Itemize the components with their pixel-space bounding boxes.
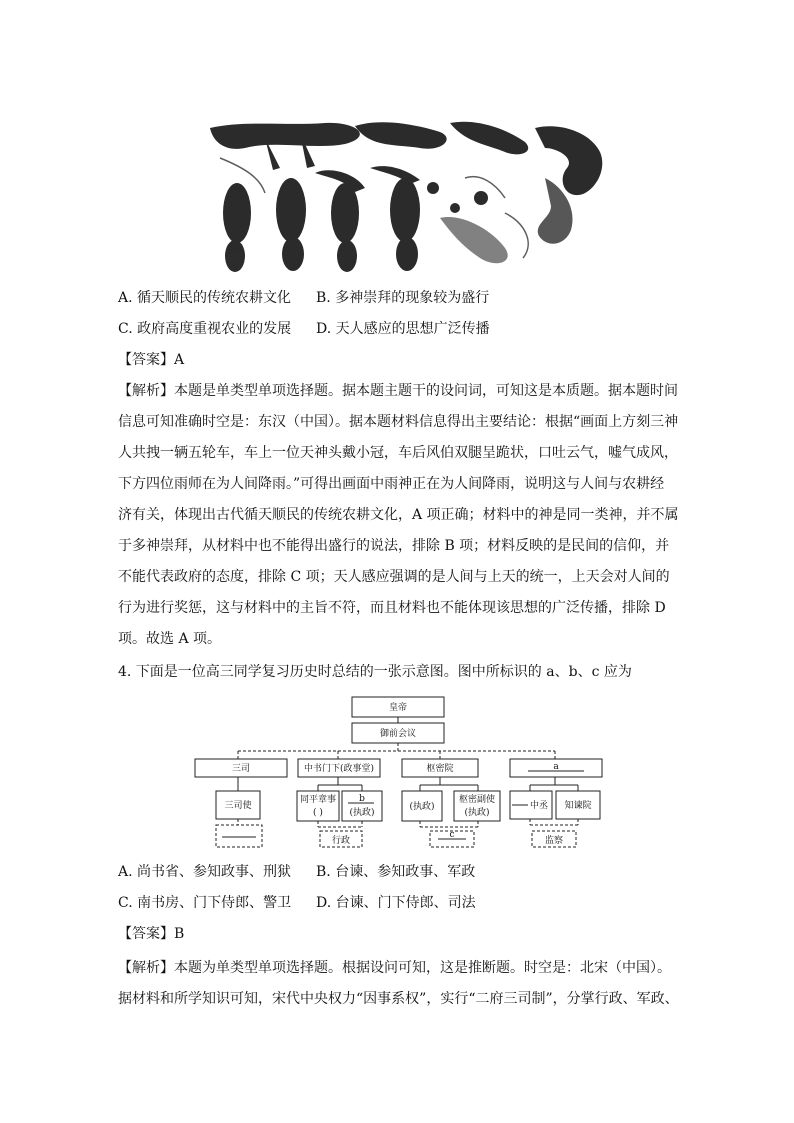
q3-option-c: C. 政府高度重视农业的发展	[118, 321, 292, 337]
q4-option-a: A. 尚书省、参知政事、刑狱	[118, 864, 292, 880]
b-sub-label: (执政)	[349, 808, 375, 818]
council-label: 御前会议	[379, 729, 417, 739]
q3-analysis-line: 不能代表政府的态度，排除 C 项；天人感应强调的是人间与上天的统一，上天会对人间的	[118, 569, 670, 585]
q4-option-c: C. 南书房、门下侍郎、警卫	[118, 895, 292, 911]
c-label: c	[449, 830, 455, 840]
q3-analysis-line: 于多神崇拜，从材料中也不能得出盛行的说法，排除 B 项；材料反映的是民间的信仰，并	[118, 538, 670, 554]
shumi-label: 枢密院	[426, 764, 454, 774]
q3-option-a: A. 循天顺民的传统农耕文化	[118, 290, 292, 306]
q4-analysis-line: 【解析】本题为单类型单项选择题。根据设问可知，这是推断题。时空是：北宋（中国）。	[118, 960, 671, 976]
q4-answer: 【答案】B	[118, 926, 185, 942]
q4-stem: 4. 下面是一位高三同学复习历史时总结的一张示意图。图中所标识的 a、b、c 应为	[118, 664, 632, 680]
zhijian-label: 知谏院	[564, 801, 592, 811]
zhongshu-label: 中书门下(政事堂)	[303, 764, 375, 774]
b-label: b	[359, 794, 365, 804]
q4-option-d: D. 台谏、门下侍郎、司法	[316, 895, 476, 911]
q3-analysis-line: 信息可知准确时空是：东汉（中国）。据本题材料信息得出主要结论：根据“画面上方刻三神	[118, 414, 679, 430]
shumi-deputy-label: 枢密副使	[458, 795, 496, 805]
han-relief-rubbing-image	[205, 118, 610, 273]
a-label: a	[553, 762, 559, 772]
sansi-blank-box	[216, 825, 262, 847]
emperor-label: 皇帝	[388, 703, 408, 713]
tongping-paren: ( )	[313, 808, 323, 818]
tongping-label: 同平章事	[299, 795, 337, 805]
q3-option-d: D. 天人感应的思想广泛传播	[316, 321, 490, 337]
q3-analysis-line: 济有关，体现出古代循天顺民的传统农耕文化，A 项正确；材料中的神是同一类神，并不属	[118, 507, 679, 523]
zhizheng-label: (执政)	[409, 802, 435, 812]
jiancha-label: 监察	[544, 836, 564, 846]
q3-option-b: B. 多神崇拜的现象较为盛行	[316, 290, 490, 306]
q3-answer: 【答案】A	[118, 352, 185, 368]
q3-analysis-line: 行为进行奖惩，这与材料中的主旨不符，而且材料也不能体现该思想的广泛传播，排除 D	[118, 600, 666, 616]
q3-analysis-line: 人共拽一辆五轮车，车上一位天神头戴小冠，车后风伯双腿呈跪状，口吐云气，嘘气成风，	[118, 445, 678, 461]
sansi-label: 三司	[231, 764, 251, 774]
xingzheng-label: 行政	[331, 836, 351, 846]
q4-analysis-line: 据材料和所学知识可知，宋代中央权力“因事系权”，实行“二府三司制”，分掌行政、军政、	[118, 991, 679, 1007]
q3-analysis-line: 项。故选 A 项。	[118, 631, 222, 647]
q4-option-b: B. 台谏、参知政事、军政	[316, 864, 476, 880]
zhongcheng-label: 中丞	[529, 801, 549, 811]
q3-analysis-line: 下方四位雨师在为人间降雨。”可得出画面中雨神正在为人间降雨，说明这与人间与农耕经	[118, 476, 665, 492]
sansishi-label: 三司使	[224, 801, 252, 811]
song-government-diagram	[190, 695, 610, 855]
q3-analysis-line: 【解析】本题是单类型单项选择题。据本题主题干的设问词，可知这是本质题。据本题时间	[118, 383, 678, 399]
shumi-deputy-sub-label: (执政)	[464, 808, 490, 818]
